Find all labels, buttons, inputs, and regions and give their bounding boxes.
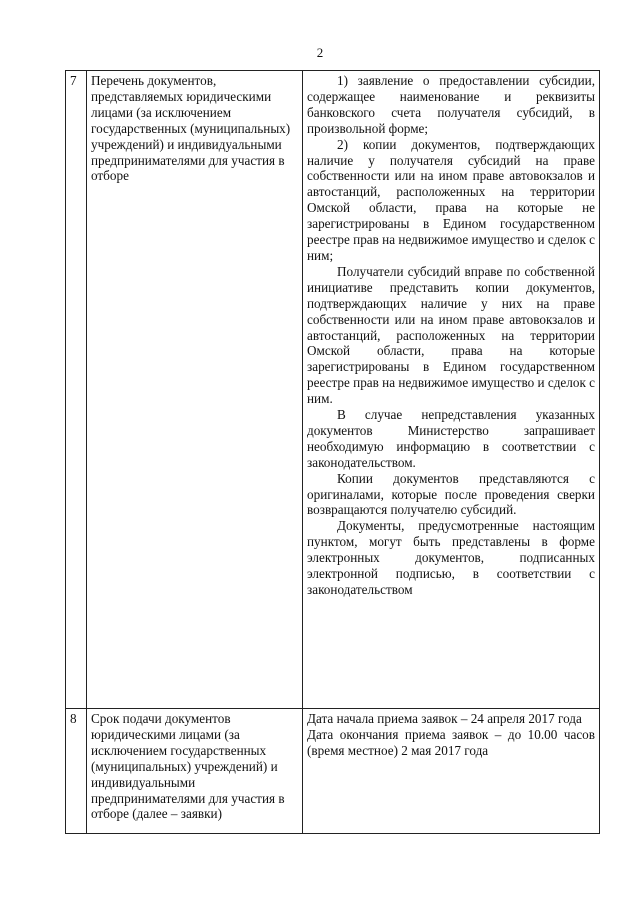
content-paragraph: В случае непредставления указанных документов Министерство запрашивает необходимую информацию в соответствии с законодательством. [307, 407, 595, 470]
content-paragraph: 1) заявление о предоставлении субсидии, содержащее наименование и реквизиты банковского счета получателя субсидий, в произвольной форме; [307, 73, 595, 136]
content-paragraph: Дата начала приема заявок – 24 апреля 2017 года [307, 711, 582, 726]
content-paragraph: Документы, предусмотренные настоящим пунктом, могут быть представлены в форме электронных документов, подписанных электронной подписью, в соответствии с законодательством [307, 518, 595, 597]
content-paragraph: Дата окончания приема заявок – до 10.00 часов (время местное) 2 мая 2017 года [307, 726, 595, 758]
page-number: 2 [316, 45, 324, 60]
document-table [65, 70, 600, 834]
content-paragraph: Копии документов представляются с оригиналами, которые после проведения сверки возвращаются получателю субсидий. [307, 470, 595, 518]
table-row [66, 709, 600, 834]
table-row [66, 71, 600, 709]
content-paragraph: 2) копии документов, подтверждающих наличие у получателя субсидий на праве собственности или на ином праве автовокзалов и автостанций, расположенных на территории Омской области, права на которые не зарегистрированы в Едином государственном реестре прав на недвижимое имущество и сделок с ним; [307, 136, 596, 263]
row-label: Срок подачи документов юридическими лицами (за исключением государственных (муниципальных) учреждений) и индивидуальными предпринимателями для участия в отборе (далее – заявки) [87, 709, 303, 834]
row-content [303, 709, 600, 834]
row-number: 7 [66, 71, 87, 709]
row-content [303, 71, 600, 709]
content-paragraph: Получатели субсидий вправе по собственной инициативе представить копии документов, подтверждающих наличие у них на праве собственности или на ином праве автовокзалов и автостанций, расположенных на территории Омской области, права на которые зарегистрированы в Едином государственном реестре прав на недвижимое имущество и сделок с ним. [307, 263, 596, 407]
row-number: 8 [66, 709, 87, 834]
row-label: Перечень документов, представляемых юридическими лицами (за исключением государственных (муниципальных) учреждений) и индивидуальными предпринимателями для участия в отборе [87, 71, 303, 709]
